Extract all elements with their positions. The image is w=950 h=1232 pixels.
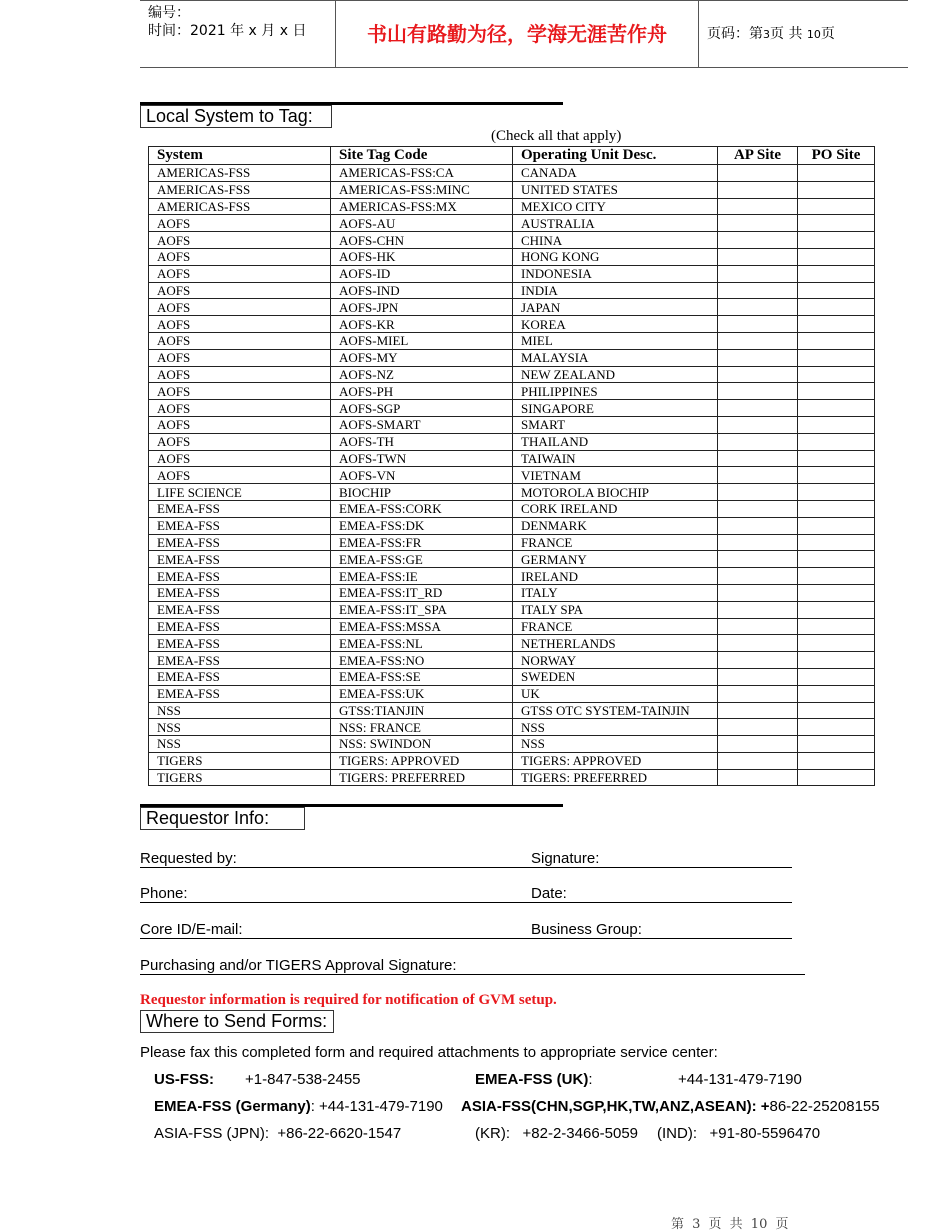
- cell-operating-unit: CHINA: [513, 232, 718, 249]
- cell-operating-unit: VIETNAM: [513, 467, 718, 484]
- fax-instruction: Please fax this completed form and required attachments to appropriate service center:: [140, 1044, 718, 1061]
- cell-ap-site-checkbox[interactable]: [718, 652, 798, 669]
- cell-operating-unit: UK: [513, 685, 718, 702]
- cell-operating-unit: CANADA: [513, 165, 718, 182]
- cell-ap-site-checkbox[interactable]: [718, 618, 798, 635]
- cell-site-tag-code: AOFS-HK: [331, 248, 513, 265]
- cell-ap-site-checkbox[interactable]: [718, 702, 798, 719]
- cell-site-tag-code: EMEA-FSS:MSSA: [331, 618, 513, 635]
- cell-po-site-checkbox[interactable]: [798, 500, 875, 517]
- cell-operating-unit: NSS: [513, 736, 718, 753]
- cell-system: EMEA-FSS: [149, 584, 331, 601]
- cell-operating-unit: INDONESIA: [513, 265, 718, 282]
- cell-po-site-checkbox[interactable]: [798, 584, 875, 601]
- fax-india: (IND): +91-80-5596470: [657, 1125, 821, 1142]
- cell-po-site-checkbox[interactable]: [798, 484, 875, 501]
- cell-ap-site-checkbox[interactable]: [718, 736, 798, 753]
- cell-site-tag-code: AOFS-MY: [331, 349, 513, 366]
- cell-po-site-checkbox[interactable]: [798, 215, 875, 232]
- cell-operating-unit: TIGERS: PREFERRED: [513, 769, 718, 786]
- cell-system: TIGERS: [149, 752, 331, 769]
- fax-korea: (KR): +82-2-3466-5059: [475, 1125, 639, 1142]
- cell-ap-site-checkbox[interactable]: [718, 349, 798, 366]
- cell-po-site-checkbox[interactable]: [798, 450, 875, 467]
- cell-po-site-checkbox[interactable]: [798, 517, 875, 534]
- cell-system: NSS: [149, 736, 331, 753]
- table-row: [149, 282, 875, 299]
- cell-site-tag-code: EMEA-FSS:IT_SPA: [331, 601, 513, 618]
- cell-operating-unit: THAILAND: [513, 433, 718, 450]
- core-id-email-field[interactable]: Core ID/E-mail:: [140, 921, 531, 939]
- table-row: [149, 165, 875, 182]
- table-row: [149, 769, 875, 786]
- table-row: [149, 248, 875, 265]
- cell-site-tag-code: TIGERS: PREFERRED: [331, 769, 513, 786]
- cell-operating-unit: SWEDEN: [513, 668, 718, 685]
- cell-site-tag-code: AOFS-KR: [331, 316, 513, 333]
- cell-site-tag-code: AOFS-TH: [331, 433, 513, 450]
- cell-operating-unit: GTSS OTC SYSTEM-TAINJIN: [513, 702, 718, 719]
- cell-system: AOFS: [149, 383, 331, 400]
- local-system-table: [148, 146, 875, 786]
- table-row: [149, 484, 875, 501]
- cell-system: EMEA-FSS: [149, 534, 331, 551]
- cell-po-site-checkbox[interactable]: [798, 752, 875, 769]
- cell-system: TIGERS: [149, 769, 331, 786]
- cell-system: EMEA-FSS: [149, 500, 331, 517]
- cell-ap-site-checkbox[interactable]: [718, 265, 798, 282]
- cell-operating-unit: SMART: [513, 416, 718, 433]
- cell-system: EMEA-FSS: [149, 568, 331, 585]
- table-row: [149, 181, 875, 198]
- cell-system: EMEA-FSS: [149, 635, 331, 652]
- cell-po-site-checkbox[interactable]: [798, 332, 875, 349]
- cell-system: EMEA-FSS: [149, 652, 331, 669]
- cell-po-site-checkbox[interactable]: [798, 702, 875, 719]
- cell-ap-site-checkbox[interactable]: [718, 248, 798, 265]
- cell-operating-unit: NETHERLANDS: [513, 635, 718, 652]
- cell-po-site-checkbox[interactable]: [798, 282, 875, 299]
- cell-operating-unit: HONG KONG: [513, 248, 718, 265]
- cell-po-site-checkbox[interactable]: [798, 568, 875, 585]
- table-row: [149, 601, 875, 618]
- cell-po-site-checkbox[interactable]: [798, 366, 875, 383]
- cell-po-site-checkbox[interactable]: [798, 248, 875, 265]
- cell-operating-unit: MIEL: [513, 332, 718, 349]
- cell-ap-site-checkbox[interactable]: [718, 383, 798, 400]
- table-row: [149, 652, 875, 669]
- cell-ap-site-checkbox[interactable]: [718, 332, 798, 349]
- table-row: [149, 265, 875, 282]
- cell-site-tag-code: GTSS:TIANJIN: [331, 702, 513, 719]
- cell-ap-site-checkbox[interactable]: [718, 534, 798, 551]
- cell-ap-site-checkbox[interactable]: [718, 450, 798, 467]
- cell-system: EMEA-FSS: [149, 668, 331, 685]
- table-row: [149, 316, 875, 333]
- cell-ap-site-checkbox[interactable]: [718, 484, 798, 501]
- table-row: [149, 215, 875, 232]
- column-header-site-tag-code: Site Tag Code: [331, 147, 513, 165]
- cell-system: EMEA-FSS: [149, 517, 331, 534]
- cell-system: AMERICAS-FSS: [149, 181, 331, 198]
- table-row: [149, 551, 875, 568]
- cell-po-site-checkbox[interactable]: [798, 165, 875, 182]
- table-row: [149, 618, 875, 635]
- table-row: [149, 752, 875, 769]
- cell-operating-unit: SINGAPORE: [513, 400, 718, 417]
- cell-system: AOFS: [149, 232, 331, 249]
- cell-site-tag-code: AOFS-NZ: [331, 366, 513, 383]
- table-row: [149, 500, 875, 517]
- cell-ap-site-checkbox[interactable]: [718, 752, 798, 769]
- cell-site-tag-code: AOFS-IND: [331, 282, 513, 299]
- table-row: [149, 736, 875, 753]
- cell-ap-site-checkbox[interactable]: [718, 198, 798, 215]
- table-row: [149, 383, 875, 400]
- cell-operating-unit: NEW ZEALAND: [513, 366, 718, 383]
- time-label: 时间：2021 年 x 月 x 日: [148, 23, 307, 39]
- table-row: [149, 534, 875, 551]
- cell-site-tag-code: EMEA-FSS:FR: [331, 534, 513, 551]
- cell-ap-site-checkbox[interactable]: [718, 719, 798, 736]
- table-row: [149, 719, 875, 736]
- cell-site-tag-code: AOFS-CHN: [331, 232, 513, 249]
- page-header: [140, 0, 908, 68]
- cell-site-tag-code: AMERICAS-FSS:CA: [331, 165, 513, 182]
- cell-site-tag-code: TIGERS: APPROVED: [331, 752, 513, 769]
- table-row: [149, 400, 875, 417]
- cell-system: EMEA-FSS: [149, 685, 331, 702]
- cell-site-tag-code: AOFS-SGP: [331, 400, 513, 417]
- cell-system: AOFS: [149, 366, 331, 383]
- cell-system: NSS: [149, 702, 331, 719]
- header-motto: 书山有路勤为径，学海无涯苦作舟: [335, 1, 699, 67]
- cell-site-tag-code: AMERICAS-FSS:MINC: [331, 181, 513, 198]
- cell-po-site-checkbox[interactable]: [798, 433, 875, 450]
- cell-system: AOFS: [149, 215, 331, 232]
- cell-ap-site-checkbox[interactable]: [718, 551, 798, 568]
- column-header-system: System: [149, 147, 331, 165]
- cell-operating-unit: MOTOROLA BIOCHIP: [513, 484, 718, 501]
- cell-ap-site-checkbox[interactable]: [718, 316, 798, 333]
- cell-system: AOFS: [149, 265, 331, 282]
- fax-us: US-FSS:: [154, 1071, 214, 1088]
- section-title-requestor: Requestor Info:: [140, 807, 305, 830]
- business-group-field[interactable]: Business Group:: [531, 921, 792, 939]
- cell-operating-unit: MEXICO CITY: [513, 198, 718, 215]
- cell-site-tag-code: EMEA-FSS:GE: [331, 551, 513, 568]
- cell-system: AOFS: [149, 349, 331, 366]
- section-title-send-forms: Where to Send Forms:: [140, 1010, 334, 1033]
- fax-us-number: +1-847-538-2455: [245, 1071, 361, 1088]
- cell-operating-unit: JAPAN: [513, 299, 718, 316]
- table-header-row: [149, 147, 875, 165]
- table-row: [149, 668, 875, 685]
- column-header-operating-unit: Operating Unit Desc.: [513, 147, 718, 165]
- cell-po-site-checkbox[interactable]: [798, 601, 875, 618]
- cell-po-site-checkbox[interactable]: [798, 467, 875, 484]
- cell-system: LIFE SCIENCE: [149, 484, 331, 501]
- header-page-number: 页码：第3页 共 10页: [707, 26, 835, 42]
- cell-operating-unit: CORK IRELAND: [513, 500, 718, 517]
- table-row: [149, 349, 875, 366]
- cell-po-site-checkbox[interactable]: [798, 198, 875, 215]
- table-row: [149, 450, 875, 467]
- table-row: [149, 198, 875, 215]
- cell-operating-unit: ITALY: [513, 584, 718, 601]
- table-row: [149, 232, 875, 249]
- header-meta: [140, 1, 335, 67]
- cell-system: AOFS: [149, 400, 331, 417]
- cell-po-site-checkbox[interactable]: [798, 232, 875, 249]
- cell-po-site-checkbox[interactable]: [798, 299, 875, 316]
- cell-ap-site-checkbox[interactable]: [718, 165, 798, 182]
- table-row: [149, 467, 875, 484]
- cell-system: NSS: [149, 719, 331, 736]
- cell-site-tag-code: AOFS-VN: [331, 467, 513, 484]
- cell-ap-site-checkbox[interactable]: [718, 601, 798, 618]
- cell-ap-site-checkbox[interactable]: [718, 685, 798, 702]
- number-label: 编号：: [148, 5, 190, 21]
- cell-site-tag-code: EMEA-FSS:DK: [331, 517, 513, 534]
- cell-ap-site-checkbox[interactable]: [718, 517, 798, 534]
- table-row: [149, 299, 875, 316]
- cell-po-site-checkbox[interactable]: [798, 181, 875, 198]
- cell-po-site-checkbox[interactable]: [798, 349, 875, 366]
- cell-po-site-checkbox[interactable]: [798, 685, 875, 702]
- cell-ap-site-checkbox[interactable]: [718, 416, 798, 433]
- cell-system: EMEA-FSS: [149, 551, 331, 568]
- cell-ap-site-checkbox[interactable]: [718, 769, 798, 786]
- table-row: [149, 702, 875, 719]
- approval-signature-field[interactable]: Purchasing and/or TIGERS Approval Signature:: [140, 957, 805, 975]
- cell-system: AOFS: [149, 248, 331, 265]
- cell-system: AMERICAS-FSS: [149, 165, 331, 182]
- cell-site-tag-code: AOFS-SMART: [331, 416, 513, 433]
- cell-site-tag-code: AOFS-AU: [331, 215, 513, 232]
- cell-operating-unit: FRANCE: [513, 534, 718, 551]
- cell-site-tag-code: AOFS-JPN: [331, 299, 513, 316]
- cell-po-site-checkbox[interactable]: [798, 618, 875, 635]
- cell-po-site-checkbox[interactable]: [798, 316, 875, 333]
- cell-operating-unit: FRANCE: [513, 618, 718, 635]
- cell-po-site-checkbox[interactable]: [798, 769, 875, 786]
- cell-po-site-checkbox[interactable]: [798, 416, 875, 433]
- cell-ap-site-checkbox[interactable]: [718, 299, 798, 316]
- cell-ap-site-checkbox[interactable]: [718, 366, 798, 383]
- cell-ap-site-checkbox[interactable]: [718, 500, 798, 517]
- fax-uk-number: +44-131-479-7190: [678, 1071, 802, 1088]
- cell-site-tag-code: AOFS-MIEL: [331, 332, 513, 349]
- cell-po-site-checkbox[interactable]: [798, 383, 875, 400]
- cell-system: AOFS: [149, 416, 331, 433]
- cell-operating-unit: AUSTRALIA: [513, 215, 718, 232]
- cell-operating-unit: PHILIPPINES: [513, 383, 718, 400]
- cell-site-tag-code: EMEA-FSS:IT_RD: [331, 584, 513, 601]
- table-row: [149, 332, 875, 349]
- table-row: [149, 433, 875, 450]
- cell-system: AOFS: [149, 282, 331, 299]
- cell-po-site-checkbox[interactable]: [798, 652, 875, 669]
- cell-site-tag-code: EMEA-FSS:NO: [331, 652, 513, 669]
- cell-po-site-checkbox[interactable]: [798, 736, 875, 753]
- cell-site-tag-code: EMEA-FSS:SE: [331, 668, 513, 685]
- cell-po-site-checkbox[interactable]: [798, 265, 875, 282]
- cell-ap-site-checkbox[interactable]: [718, 400, 798, 417]
- cell-operating-unit: TAIWAIN: [513, 450, 718, 467]
- cell-system: AMERICAS-FSS: [149, 198, 331, 215]
- cell-site-tag-code: AOFS-TWN: [331, 450, 513, 467]
- cell-operating-unit: NORWAY: [513, 652, 718, 669]
- cell-ap-site-checkbox[interactable]: [718, 215, 798, 232]
- table-row: [149, 416, 875, 433]
- cell-ap-site-checkbox[interactable]: [718, 467, 798, 484]
- cell-operating-unit: MALAYSIA: [513, 349, 718, 366]
- cell-system: EMEA-FSS: [149, 618, 331, 635]
- cell-system: AOFS: [149, 332, 331, 349]
- table-row: [149, 517, 875, 534]
- cell-operating-unit: IRELAND: [513, 568, 718, 585]
- cell-ap-site-checkbox[interactable]: [718, 584, 798, 601]
- table-row: [149, 635, 875, 652]
- cell-ap-site-checkbox[interactable]: [718, 181, 798, 198]
- cell-po-site-checkbox[interactable]: [798, 668, 875, 685]
- cell-system: AOFS: [149, 467, 331, 484]
- cell-system: AOFS: [149, 450, 331, 467]
- table-row: [149, 584, 875, 601]
- page-footer: 第 3 页 共 10 页: [671, 1217, 789, 1232]
- cell-po-site-checkbox[interactable]: [798, 400, 875, 417]
- cell-operating-unit: ITALY SPA: [513, 601, 718, 618]
- column-header-ap-site: AP Site: [718, 147, 798, 165]
- phone-field[interactable]: Phone:: [140, 885, 531, 903]
- section-title-local-system: Local System to Tag:: [140, 105, 332, 128]
- cell-ap-site-checkbox[interactable]: [718, 668, 798, 685]
- fax-germany: EMEA-FSS (Germany): +44-131-479-7190: [154, 1098, 443, 1115]
- cell-operating-unit: TIGERS: APPROVED: [513, 752, 718, 769]
- cell-ap-site-checkbox[interactable]: [718, 232, 798, 249]
- cell-system: EMEA-FSS: [149, 601, 331, 618]
- cell-system: AOFS: [149, 433, 331, 450]
- cell-po-site-checkbox[interactable]: [798, 719, 875, 736]
- cell-site-tag-code: AMERICAS-FSS:MX: [331, 198, 513, 215]
- table-row: [149, 568, 875, 585]
- cell-system: AOFS: [149, 316, 331, 333]
- date-field[interactable]: Date:: [531, 885, 792, 903]
- signature-field[interactable]: Signature:: [531, 850, 792, 868]
- table-row: [149, 366, 875, 383]
- cell-ap-site-checkbox[interactable]: [718, 568, 798, 585]
- column-header-po-site: PO Site: [798, 147, 875, 165]
- cell-site-tag-code: BIOCHIP: [331, 484, 513, 501]
- fax-japan: ASIA-FSS (JPN): +86-22-6620-1547: [154, 1125, 402, 1142]
- cell-site-tag-code: EMEA-FSS:CORK: [331, 500, 513, 517]
- cell-operating-unit: INDIA: [513, 282, 718, 299]
- cell-ap-site-checkbox[interactable]: [718, 282, 798, 299]
- table-row: [149, 685, 875, 702]
- requestor-required-note: Requestor information is required for notification of GVM setup.: [140, 992, 557, 1008]
- cell-operating-unit: NSS: [513, 719, 718, 736]
- cell-po-site-checkbox[interactable]: [798, 635, 875, 652]
- requested-by-field[interactable]: Requested by:: [140, 850, 531, 868]
- cell-operating-unit: UNITED STATES: [513, 181, 718, 198]
- cell-operating-unit: KOREA: [513, 316, 718, 333]
- cell-ap-site-checkbox[interactable]: [718, 433, 798, 450]
- cell-po-site-checkbox[interactable]: [798, 534, 875, 551]
- cell-system: AOFS: [149, 299, 331, 316]
- check-all-note: (Check all that apply): [491, 128, 622, 144]
- fax-uk: EMEA-FSS (UK):: [475, 1071, 593, 1088]
- cell-ap-site-checkbox[interactable]: [718, 635, 798, 652]
- cell-site-tag-code: NSS: FRANCE: [331, 719, 513, 736]
- cell-site-tag-code: EMEA-FSS:IE: [331, 568, 513, 585]
- cell-operating-unit: GERMANY: [513, 551, 718, 568]
- cell-site-tag-code: EMEA-FSS:UK: [331, 685, 513, 702]
- cell-operating-unit: DENMARK: [513, 517, 718, 534]
- cell-site-tag-code: AOFS-PH: [331, 383, 513, 400]
- cell-site-tag-code: AOFS-ID: [331, 265, 513, 282]
- fax-asia: ASIA-FSS(CHN,SGP,HK,TW,ANZ,ASEAN): +86-22-25208155: [461, 1098, 880, 1115]
- cell-site-tag-code: NSS: SWINDON: [331, 736, 513, 753]
- cell-po-site-checkbox[interactable]: [798, 551, 875, 568]
- cell-site-tag-code: EMEA-FSS:NL: [331, 635, 513, 652]
